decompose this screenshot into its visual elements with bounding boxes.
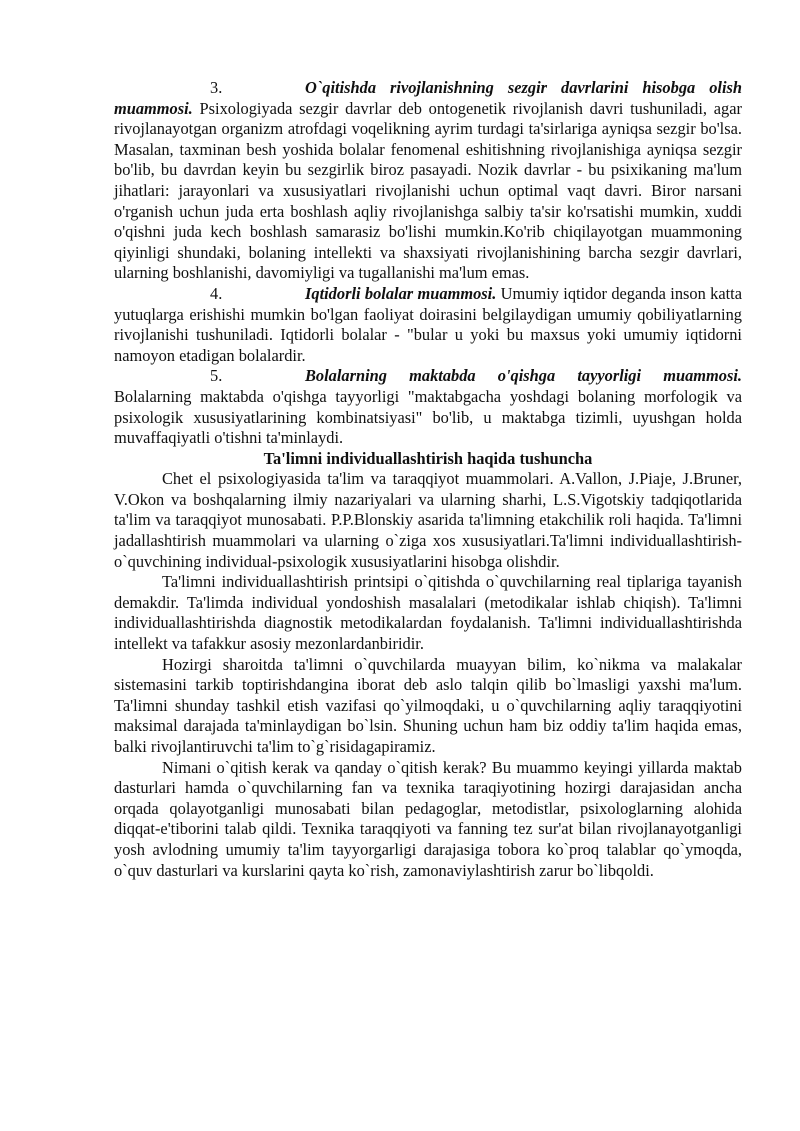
paragraph: Nimani o`qitish kerak va qanday o`qitish kerak? Bu muammo keyingi yillarda maktab dasturlari hamda o`quvchilarning fan va texnika taraqiyotining hozirgi darajasidan ancha orqada qolayotganligi munosabati bilan pedagoglar, metodistlar, psixologlarning alohida diqqat-e'tiborini talab qildi. Texnika taraqqiyoti va fanning tez sur'at bilan rivojlanayotganligi yosh avlodning umumiy ta'lim tayyorgarligi darajasiga tobora ko`proq talablar qo`ymoqda, o`quv dasturlari va kurslarini qayta ko`rish, zamonaviylashtirish zarur bo`libqoldi. (114, 757, 742, 880)
item-text: Psixologiyada sezgir davrlar deb ontogenetik rivojlanish davri tushuniladi, agar rivojlanayotgan organizm atrofdagi voqelikning ayrim turdagi ta'sirlariga ayniqsa sezgir bo'lsa. Masalan, taxminan besh yoshida bolalar fenomenal eshitishning rivojlanishiga ayniqsa sezgir bo'lib, bu davrdan keyin bu sezgirlik biroz pasayadi. Nozik davrlar - bu psixikaning ma'lum jihatlari: jarayonlari va xususiyatlari rivojlanishi uchun optimal vaqt davri. Biror narsani o'rganish uchun juda erta boshlash aqliy rivojlanishga salbiy ta'sir ko'rsatishi mumkin, xuddi o'qishni juda kech boshlash samarasiz bo'lishi mumkin.Ko'rib chiqilayotgan muammoning qiyinligi shundaki, bolaning intellekti va shaxsiyati rivojlanishining barcha sezgir davrlari, ularning boshlanishi, davomiyligi va tugallanishi ma'lum emas. (114, 98, 742, 283)
section-title: Ta'limni individuallashtirish haqida tushuncha (263, 448, 593, 468)
item-heading: O`qitishda rivojlanishning sezgir davrlarini hisobga olish muammosi. (114, 78, 742, 118)
item-heading: Iqtidorli bolalar muammosi. (305, 283, 497, 303)
numbered-item-3 (114, 78, 742, 284)
item-number: 4. (210, 283, 223, 303)
numbered-item-5 (114, 366, 742, 448)
item-text: Bolalarning maktabda o'qishga tayyorligi "maktabgacha yoshdagi bolaning morfologik va psixologik xususiyatlarining kombinatsiyasi" bo'lib, u maktabga tizimli, uyushgan holda muvaffaqiyatli o'tishni ta'minlaydi. (114, 386, 742, 448)
item-number: 3. (210, 78, 223, 97)
numbered-item-4 (114, 284, 742, 366)
item-number: 5. (210, 366, 223, 386)
item-text: Umumiy iqtidor deganda inson katta yutuqlarga erishishi mumkin bo'lgan faoliyat doirasini belgilaydigan umumiy qobiliyatlarning rivojlanishi tushuniladi. Iqtidorli bolalar - "bular u yoki bu maxsus yoki umumiy iqtidorni namoyon etadigan bolalardir. (114, 283, 743, 365)
paragraph: Chet el psixologiyasida ta'lim va taraqqiyot muammolari. A.Vallon, J.Piaje, J.Bruner, V.Okon va boshqalarning ilmiy nazariyalari va ularning sharhi, L.S.Vigotskiy tadqiqotlarida ta'lim va taraqqiyot munosabati. P.P.Blonskiy asarida ta'limning etakchilik roli haqida. Ta'limni jadallashtirish muammolari va ularning o`ziga xos xususiyatlari.Ta'limni individuallashtirish-o`quvchining individual-psixologik xususiyatlarini hisobga olishdir. (114, 469, 742, 571)
item-heading: Bolalarning maktabda o'qishga tayyorligi muammosi. (305, 366, 742, 386)
paragraph: Ta'limni individuallashtirish printsipi o`qitishda o`quvchilarning real tiplariga tayanish demakdir. Ta'limda individual yondoshish masalalari (metodikalar ishlab chiqish). Ta'limni individuallashtirishda diagnostik metodikalardan foydalanish. Ta'limni individuallashtirishda intellekt va tafakkur asosiy mezonlardanbiridir. (114, 572, 742, 654)
paragraph: Hozirgi sharoitda ta'limni o`quvchilarda muayyan bilim, ko`nikma va malakalar sistemasini tarkib toptirishdangina iborat deb aslo talqin qilib bo`lmasligi yaxshi ma'lum. Ta'limni shunday tashkil etish vazifasi qo`yilmoqdaki, u o`quvchilarning aqliy taraqqiyotini maksimal darajada ta'minlaydigan bo`lsin. Shuning uchun ham biz oddiy ta'lim haqida emas, balki rivojlantiruvchi ta'lim to`g`risidagapiramiz. (114, 654, 742, 756)
